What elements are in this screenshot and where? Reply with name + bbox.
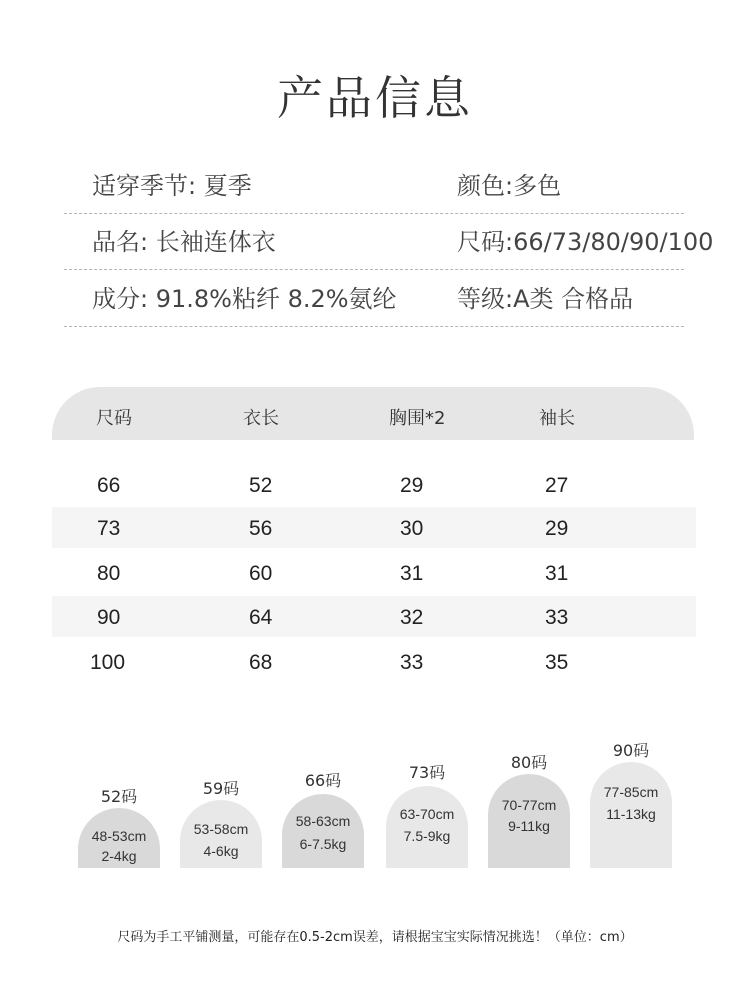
cell-size: 73	[97, 517, 121, 540]
card-label-90: 90码	[612, 741, 650, 760]
card-label-59: 59码	[202, 779, 240, 798]
header-size: 尺码	[96, 408, 132, 429]
card-label-73: 73码	[408, 763, 446, 782]
info-row-name	[64, 226, 714, 270]
size-card-52	[78, 808, 160, 868]
card-height: 70-77cm	[501, 797, 557, 813]
cell-chest: 30	[400, 517, 424, 540]
info-row-material	[64, 283, 684, 327]
card-height: 58-63cm	[295, 813, 351, 829]
cell-sleeve: 31	[545, 562, 569, 585]
cell-size: 90	[97, 606, 121, 629]
cell-chest: 32	[400, 606, 424, 629]
size-card-80	[488, 774, 570, 868]
measurement-note: 尺码为手工平铺测量，可能存在0.5-2cm误差，请根据宝宝实际情况挑选！（单位：cm）	[117, 930, 633, 945]
table-row	[52, 507, 696, 548]
info-color: 颜色:多色	[457, 172, 562, 200]
page-title: 产品信息	[277, 71, 473, 125]
card-weight: 9-11kg	[508, 818, 550, 834]
cell-chest: 29	[400, 474, 424, 497]
size-table-header	[52, 387, 694, 440]
size-card-90	[590, 762, 672, 868]
header-chest: 胸围*2	[389, 408, 446, 429]
card-height: 63-70cm	[399, 806, 455, 822]
cell-length: 64	[249, 606, 273, 629]
cell-size: 100	[90, 651, 126, 674]
cell-chest: 33	[400, 651, 424, 674]
cell-sleeve: 27	[545, 474, 569, 497]
table-row	[52, 596, 696, 637]
card-label-52: 52码	[100, 787, 138, 806]
cell-size: 66	[97, 474, 121, 497]
info-grade: 等级:A类 合格品	[457, 285, 634, 313]
table-row	[52, 552, 696, 593]
cell-length: 56	[249, 517, 273, 540]
size-card-59	[180, 800, 262, 868]
cell-sleeve: 29	[545, 517, 569, 540]
cell-size: 80	[97, 562, 121, 585]
cell-chest: 31	[400, 562, 424, 585]
card-height: 53-58cm	[193, 821, 249, 837]
cell-length: 60	[249, 562, 273, 585]
size-card-66	[282, 794, 364, 868]
cell-length: 52	[249, 474, 273, 497]
card-label-66: 66码	[304, 771, 342, 790]
info-season: 适穿季节: 夏季	[92, 172, 252, 200]
info-sizes: 尺码:66/73/80/90/100	[457, 228, 714, 256]
card-weight: 11-13kg	[606, 806, 656, 822]
table-row	[52, 464, 696, 505]
card-weight: 4-6kg	[203, 843, 239, 859]
size-card-73	[386, 786, 468, 868]
card-label-80: 80码	[510, 753, 548, 772]
header-length: 衣长	[243, 408, 279, 429]
info-material: 成分: 91.8%粘纤 8.2%氨纶	[92, 285, 397, 313]
card-height: 77-85cm	[603, 784, 659, 800]
card-height: 48-53cm	[91, 828, 147, 844]
info-product-name: 品名: 长袖连体衣	[92, 228, 276, 256]
cell-sleeve: 33	[545, 606, 569, 629]
header-sleeve: 袖长	[539, 408, 575, 429]
table-row	[52, 641, 696, 682]
cell-length: 68	[249, 651, 273, 674]
cell-sleeve: 35	[545, 651, 569, 674]
info-row-season	[64, 170, 684, 214]
card-weight: 6-7.5kg	[299, 836, 347, 852]
card-weight: 7.5-9kg	[403, 828, 451, 844]
card-weight: 2-4kg	[101, 848, 137, 864]
